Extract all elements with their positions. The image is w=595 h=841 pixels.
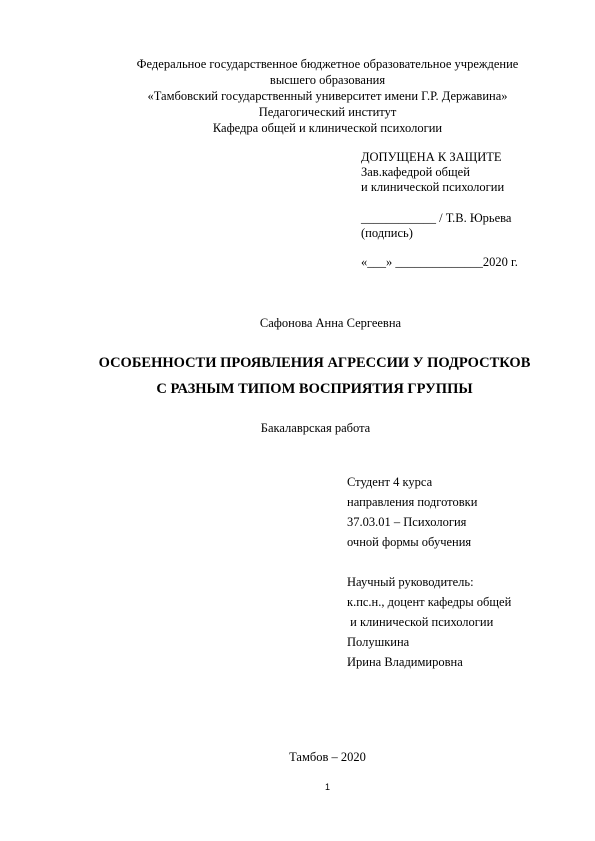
student-direction-label: направления подготовки — [347, 495, 478, 509]
approval-block — [361, 150, 518, 270]
supervisor-department: и клинической психологии — [347, 615, 494, 629]
header-line-education-level: высшего образования — [269, 73, 386, 87]
supervisor-surname: Полушкина — [347, 635, 410, 649]
approval-position-line1: Зав.кафедрой общей — [361, 165, 470, 179]
student-course: Студент 4 курса — [347, 475, 433, 489]
work-type: Бакалаврская работа — [260, 421, 371, 435]
student-info-block — [347, 472, 511, 672]
spacer — [361, 195, 518, 211]
institution-header — [40, 56, 595, 136]
header-line-university: «Тамбовский государственный университет имени Г.Р. Державина» — [147, 89, 508, 103]
spacer — [347, 552, 511, 572]
supervisor-given-names: Ирина Владимировна — [347, 655, 463, 669]
student-direction-code: 37.03.01 – Психология — [347, 515, 467, 529]
header-line-department: Кафедра общей и клинической психологии — [212, 121, 443, 135]
city-year: Тамбов – 2020 — [289, 750, 366, 764]
supervisor-degree: к.пс.н., доцент кафедры общей — [347, 595, 512, 609]
student-study-form: очной формы обучения — [347, 535, 472, 549]
header-line-institute: Педагогический институт — [258, 105, 397, 119]
thesis-title — [0, 350, 595, 402]
spacer — [361, 241, 518, 255]
thesis-title-line2: С РАЗНЫМ ТИПОМ ВОСПРИЯТИЯ ГРУППЫ — [156, 381, 473, 397]
approval-status: ДОПУЩЕНА К ЗАЩИТЕ — [361, 150, 502, 164]
thesis-title-line1: ОСОБЕННОСТИ ПРОЯВЛЕНИЯ АГРЕССИИ У ПОДРОСТКОВ — [98, 355, 531, 371]
approval-signature-line: ____________ / Т.В. Юрьева — [361, 211, 512, 225]
approval-signature-caption: (подпись) — [361, 226, 413, 240]
page-number: 1 — [324, 782, 330, 792]
header-line-ministry: Федеральное государственное бюджетное образовательное учреждение — [136, 57, 519, 71]
author-name: Сафонова Анна Сергеевна — [259, 316, 402, 330]
approval-date-line: «___» ______________2020 г. — [361, 255, 518, 269]
supervisor-label: Научный руководитель: — [347, 575, 474, 589]
approval-position-line2: и клинической психологии — [361, 180, 505, 194]
